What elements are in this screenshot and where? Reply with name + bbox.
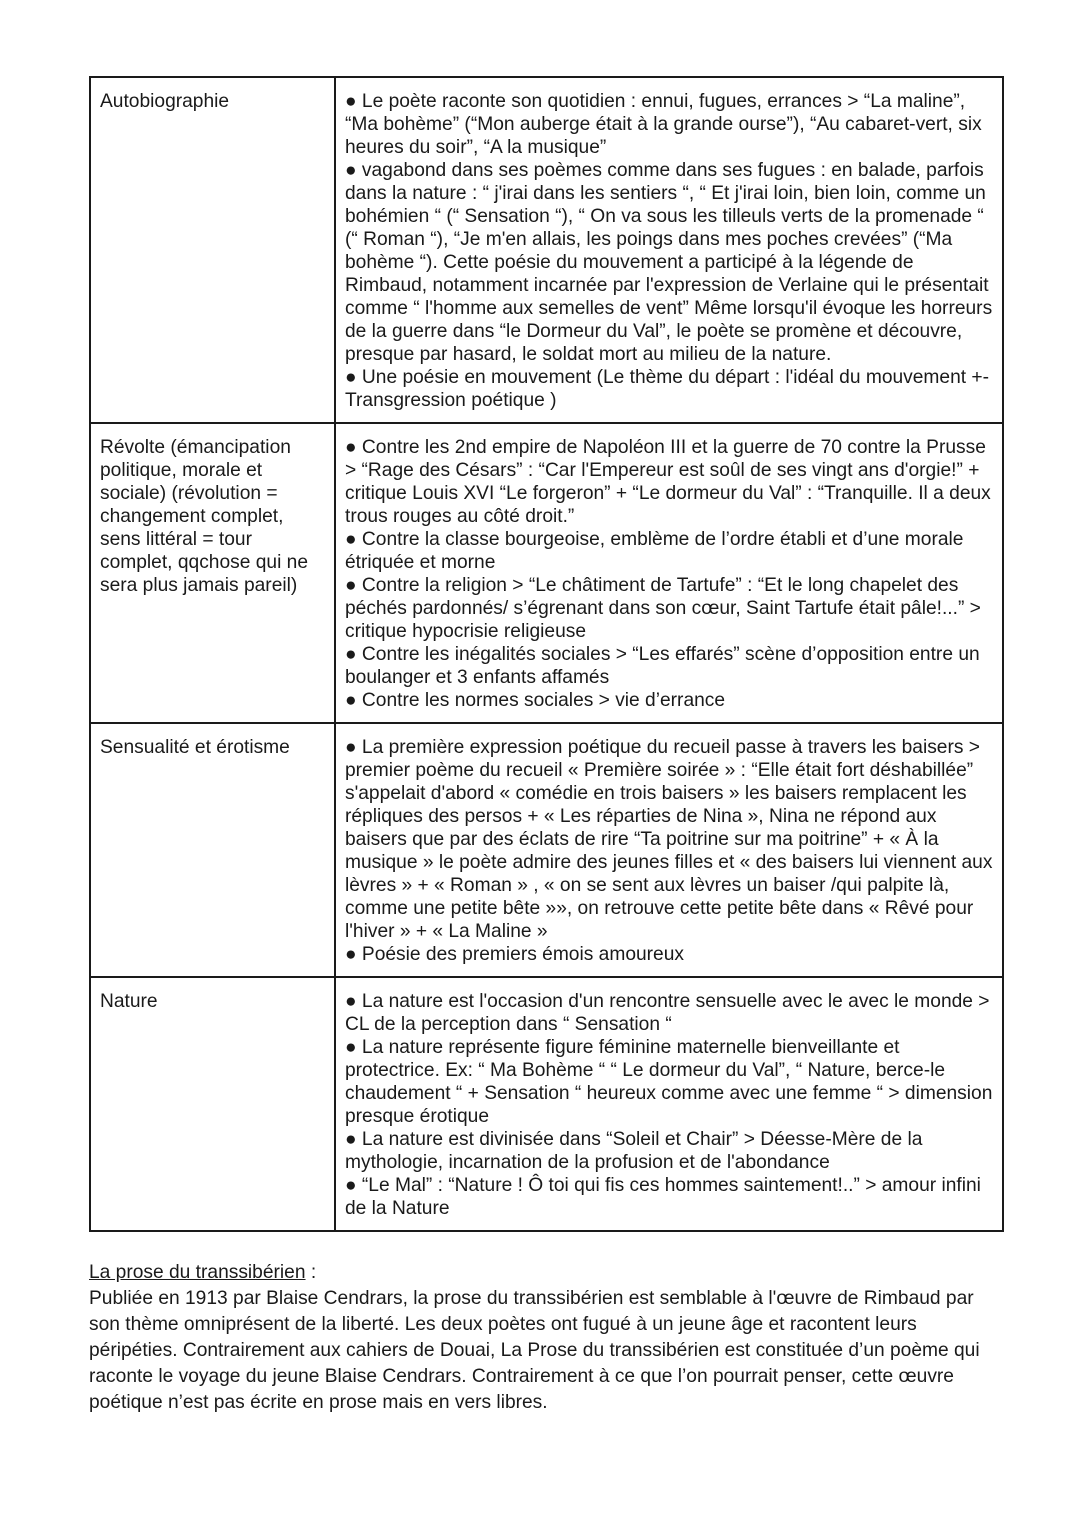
bullet-paragraph: ● La nature est divinisée dans “Soleil et Chair” > Déesse-Mère de la mythologie, incarnation de la profusion et de l'abondance: [345, 1129, 923, 1173]
bullet-paragraph: ● Contre la classe bourgeoise, emblème de l’ordre établi et d’une morale étriquée et morne: [345, 529, 964, 573]
theme-label: Révolte (émancipation politique, morale et sociale) (révolution = changement complet, sens littéral = tour complet, qqchose qui ne sera plus jamais pareil): [100, 437, 308, 596]
content-cell: [335, 723, 1003, 977]
theme-label: Sensualité et érotisme: [100, 737, 290, 758]
theme-cell: [90, 723, 335, 977]
bullet-paragraph: ● La nature représente figure féminine maternelle bienveillante et protectrice. Ex: “ Ma Bohème “ “ Le dormeur du Val”, “ Nature, berce-le chaudement “ + Sensation “ heureux comme avec une femme “ > dimension presque érotique: [345, 1037, 993, 1127]
section-title-suffix: :: [305, 1262, 317, 1283]
bullet-paragraph: ● Le poète raconte son quotidien : ennui, fugues, errances > “La maline”, “Ma bohème” (“Mon auberge était à la grande ourse”), “Au cabaret-vert, six heures du soir”, “A la musique”: [345, 91, 982, 158]
table-row: [90, 723, 1003, 977]
table-row: [90, 977, 1003, 1231]
bullet-paragraph: ● La première expression poétique du recueil passe à travers les baisers > premier poème du recueil « Première soirée » : “Elle était fort déshabillée” s'appelait d'abord « comédie en trois baisers » les baisers remplacent les répliques des persos + « Les réparties de Nina », Nina ne répond aux baisers que par des éclats de rire “Ta poitrine sur ma poitrine” + « À la musique » le poète admire des jeunes filles et « des baisers lui viennent aux lèvres » + « Roman » , « on se sent aux lèvres un baiser /qui palpite là, comme une petite bête »», on retrouve cette petite bête dans « Rêvé pour l'hiver » + « La Maline »: [345, 737, 993, 942]
bullet-paragraph: ● Contre la religion > “Le châtiment de Tartufe” : “Et le long chapelet des péchés pardonnés/ s’égrenant dans son cœur, Saint Tartufe était pâle!...” > critique hypocrisie religieuse: [345, 575, 981, 642]
theme-label: Nature: [100, 991, 158, 1012]
transsiberien-section: [89, 1260, 1004, 1416]
table-row: [90, 77, 1003, 423]
bullet-paragraph: ● vagabond dans ses poèmes comme dans ses fugues : en balade, parfois dans la nature : “ j'irai dans les sentiers “, “ Et j'irai loin, bien loin, comme un bohémien “ (“ Sensation “), “ On va sous les tilleuls verts de la promenade “ (“ Roman “), “Je m'en allais, les poings dans mes poches crevées” (“Ma bohème “). Cette poésie du mouvement a participé à la légende de Rimbaud, notamment incarnée par l'expression de Verlaine qui le présentait comme “ l'homme aux semelles de vent” Même lorsqu'il évoque les horreurs de la guerre dans “le Dormeur du Val”, le poète se promène et découvre, presque par hasard, le soldat mort au milieu de la nature.: [345, 160, 993, 365]
content-cell: [335, 77, 1003, 423]
table-row: [90, 423, 1003, 723]
bullet-paragraph: ● Contre les inégalités sociales > “Les effarés” scène d’opposition entre un boulanger et 3 enfants affamés: [345, 644, 980, 688]
section-title: La prose du transsibérien: [89, 1262, 306, 1283]
content-cell: [335, 423, 1003, 723]
section-heading: [89, 1260, 1004, 1286]
content-cell: [335, 977, 1003, 1231]
theme-cell: [90, 977, 335, 1231]
themes-table: [89, 76, 1004, 1232]
section-body: Publiée en 1913 par Blaise Cendrars, la prose du transsibérien est semblable à l'œuvre de Rimbaud par son thème omniprésent de la liberté. Les deux poètes ont fugué à un jeune âge et racontent leurs péripéties. Contrairement aux cahiers de Douai, La Prose du transsibérien est constituée d’un poème qui raconte le voyage du jeune Blaise Cendrars. Contrairement à ce que l’on pourrait penser, cette œuvre poétique n’est pas écrite en prose mais en vers libres.: [89, 1288, 980, 1413]
theme-cell: [90, 423, 335, 723]
bullet-paragraph: ● Contre les normes sociales > vie d’errance: [345, 690, 726, 711]
bullet-paragraph: ● Poésie des premiers émois amoureux: [345, 944, 684, 965]
document-page: [89, 76, 1004, 1416]
bullet-paragraph: ● Contre les 2nd empire de Napoléon III et la guerre de 70 contre la Prusse > “Rage des Césars” : “Car l'Empereur est soûl de ses vingt ans d'orgie!” + critique Louis XVI “Le forgeron” + “Le dormeur du Val” : “Tranquille. Il a deux trous rouges au côté droit.”: [345, 437, 991, 527]
theme-label: Autobiographie: [100, 91, 230, 112]
theme-cell: [90, 77, 335, 423]
bullet-paragraph: ● La nature est l'occasion d'un rencontre sensuelle avec le avec le monde > CL de la perception dans “ Sensation “: [345, 991, 990, 1035]
bullet-paragraph: ● Une poésie en mouvement (Le thème du départ : l'idéal du mouvement +- Transgression poétique ): [345, 367, 990, 411]
bullet-paragraph: ● “Le Mal” : “Nature ! Ô toi qui fis ces hommes saintement!..” > amour infini de la Nature: [345, 1175, 981, 1219]
